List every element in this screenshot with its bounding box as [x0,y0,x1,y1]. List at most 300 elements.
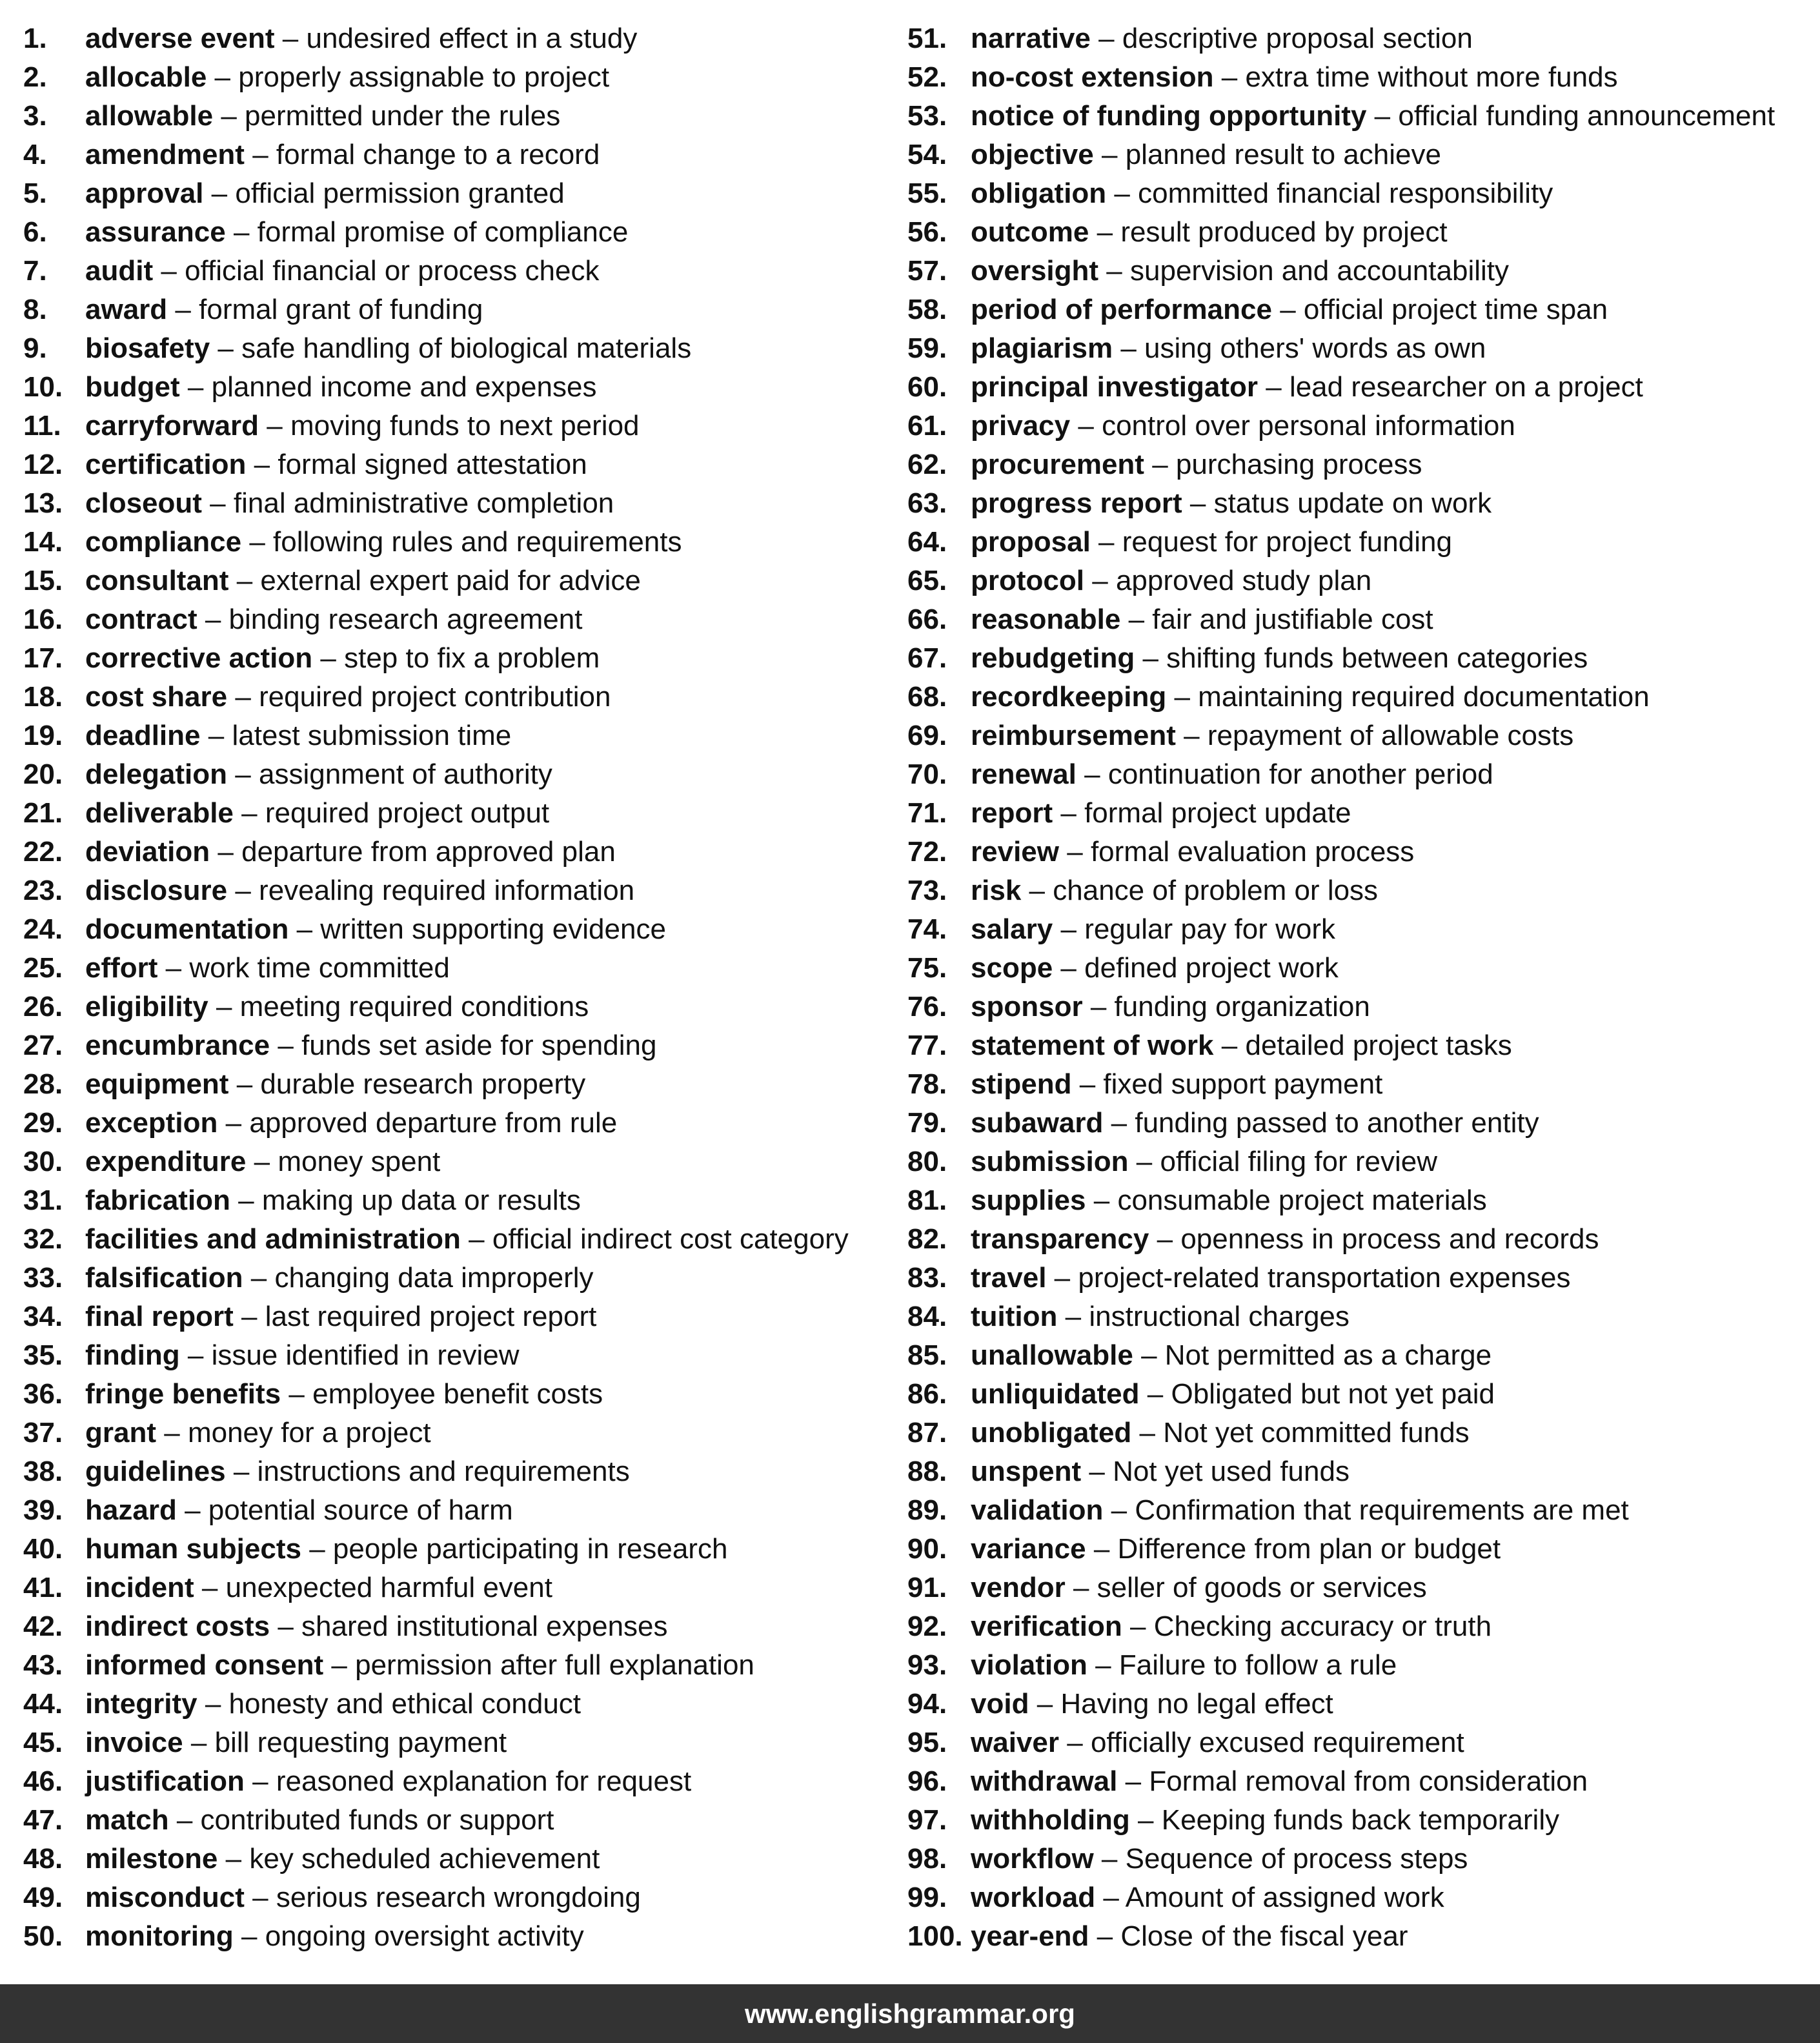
entry-number: 70. [907,758,947,790]
entry-separator: – [1129,1611,1146,1642]
entry-number: 54. [907,139,947,170]
entry-separator: – [1189,487,1206,519]
entry-text [85,717,511,755]
vocabulary-entry [907,717,1811,755]
entry-separator: – [1111,1494,1127,1526]
entry-text [971,1723,1464,1762]
entry-number: 42. [23,1611,63,1642]
vocabulary-entry [23,58,882,97]
entry-number: 91. [907,1572,947,1603]
entry-term: no-cost extension [971,61,1214,93]
entry-number: 43. [23,1649,63,1681]
entry-number: 28. [23,1068,63,1100]
entry-definition: issue identified in review [211,1339,520,1371]
entry-definition: supervision and accountability [1130,255,1510,287]
entry-term: assurance [85,216,226,248]
entry-separator: – [1152,449,1168,480]
entry-definition: Keeping funds back temporarily [1161,1804,1560,1836]
entry-separator: – [208,720,225,751]
entry-number: 64. [907,526,947,558]
vocabulary-entry [907,1723,1811,1762]
vocabulary-entry [23,1220,882,1259]
vocabulary-entry [23,949,882,988]
entry-number: 51. [907,23,947,54]
entry-term: facilities and administration [85,1223,461,1255]
entry-text [971,407,1515,445]
entry-separator: – [1157,1223,1173,1255]
entry-text [85,1685,581,1723]
vocabulary-entry [907,1143,1811,1181]
entry-definition: funding passed to another entity [1135,1107,1539,1139]
entry-number: 62. [907,449,947,480]
entry-separator: – [241,1920,258,1952]
entry-number: 6. [23,216,47,248]
entry-text [971,174,1553,213]
entry-definition: serious research wrongdoing [276,1882,641,1913]
entry-number: 67. [907,642,947,674]
entry-term: salary [971,913,1053,945]
entry-number: 100. [907,1920,963,1952]
entry-number: 93. [907,1649,947,1681]
vocabulary-entry [23,1491,882,1530]
entry-text [971,523,1452,562]
entry-separator: – [1097,1920,1113,1952]
entry-separator: – [1029,875,1046,906]
entry-number: 18. [23,681,63,713]
entry-separator: – [1036,1688,1053,1720]
entry-definition: moving funds to next period [290,410,640,442]
entry-separator: – [233,1456,250,1487]
entry-term: plagiarism [971,332,1113,364]
entry-number: 94. [907,1688,947,1720]
entry-definition: regular pay for work [1084,913,1336,945]
entry-definition: consumable project materials [1117,1184,1487,1216]
vocabulary-entry [23,1723,882,1762]
entry-term: review [971,836,1059,868]
entry-text [971,794,1351,833]
vocabulary-entry [907,988,1811,1026]
entry-definition: durable research property [260,1068,586,1100]
entry-text [85,1220,849,1259]
entry-term: cost share [85,681,228,713]
entry-term: justification [85,1765,245,1797]
entry-number: 25. [23,952,63,984]
entry-separator: – [1266,371,1282,403]
vocabulary-entry [907,213,1811,252]
entry-number: 72. [907,836,947,868]
vocabulary-entry [907,1840,1811,1878]
entry-term: year-end [971,1920,1089,1952]
vocabulary-entry [23,562,882,600]
entry-text [971,1414,1470,1452]
entry-separator: – [252,139,268,170]
entry-text [85,1646,754,1685]
entry-term: fringe benefits [85,1378,281,1410]
entry-text [85,174,565,213]
entry-definition: following rules and requirements [273,526,682,558]
entry-text [971,329,1486,368]
vocabulary-entry [23,1297,882,1336]
entry-number: 30. [23,1146,63,1177]
entry-number: 38. [23,1456,63,1487]
entry-term: deliverable [85,797,234,829]
entry-separator: – [1142,642,1158,674]
entry-term: narrative [971,23,1091,54]
entry-separator: – [1067,836,1083,868]
entry-term: notice of funding opportunity [971,100,1367,132]
entry-definition: last required project report [265,1301,597,1332]
entry-definition: written supporting evidence [320,913,666,945]
vocabulary-entry [907,407,1811,445]
vocabulary-entry [23,252,882,290]
entry-number: 47. [23,1804,63,1836]
entry-number: 82. [907,1223,947,1255]
entry-text [85,1840,600,1878]
vocabulary-entry [907,445,1811,484]
entry-separator: – [217,332,234,364]
vocabulary-column-right [907,19,1811,1956]
entry-definition: Obligated but not yet paid [1171,1378,1495,1410]
entry-definition: official permission granted [235,178,565,209]
vocabulary-column-left [23,19,882,1956]
entry-number: 26. [23,991,63,1022]
vocabulary-entry [907,1569,1811,1607]
vocabulary-entry [23,1452,882,1491]
entry-number: 88. [907,1456,947,1487]
entry-separator: – [288,1378,305,1410]
entry-number: 45. [23,1727,63,1758]
entry-definition: instructions and requirements [257,1456,630,1487]
entry-text [971,1375,1495,1414]
entry-definition: properly assignable to project [238,61,610,93]
entry-number: 15. [23,565,63,596]
entry-separator: – [161,255,177,287]
entry-definition: formal grant of funding [199,294,483,325]
vocabulary-entry [907,1452,1811,1491]
entry-definition: permission after full explanation [355,1649,754,1681]
entry-definition: contributed funds or support [200,1804,554,1836]
entry-definition: money spent [278,1146,441,1177]
entry-term: contract [85,604,197,635]
vocabulary-entry [23,1530,882,1569]
entry-term: deviation [85,836,210,868]
entry-definition: openness in process and records [1180,1223,1599,1255]
entry-separator: – [1079,1068,1096,1100]
entry-term: workflow [971,1843,1094,1875]
vocabulary-entry [907,19,1811,58]
entry-term: unobligated [971,1417,1132,1448]
entry-term: deadline [85,720,201,751]
entry-separator: – [1065,1301,1082,1332]
entry-definition: status update on work [1213,487,1492,519]
entry-text [971,1143,1437,1181]
vocabulary-entry [23,1607,882,1646]
entry-text [971,290,1608,329]
entry-separator: – [1078,410,1094,442]
entry-definition: formal change to a record [276,139,600,170]
entry-term: documentation [85,913,289,945]
entry-separator: – [469,1223,485,1255]
entry-term: effort [85,952,158,984]
entry-separator: – [238,1184,254,1216]
entry-number: 35. [23,1339,63,1371]
entry-number: 68. [907,681,947,713]
entry-number: 1. [23,23,47,54]
entry-definition: shifting funds between categories [1166,642,1588,674]
entry-separator: – [254,1146,270,1177]
entry-definition: funds set aside for spending [301,1030,657,1061]
entry-separator: – [1098,526,1115,558]
entry-definition: changing data improperly [274,1262,594,1294]
vocabulary-entry [907,1491,1811,1530]
entry-term: closeout [85,487,202,519]
vocabulary-entry [23,1259,882,1297]
entry-separator: – [1139,1417,1156,1448]
entry-definition: official financial or process check [185,255,600,287]
entry-separator: – [1097,216,1113,248]
entry-text [85,1143,440,1181]
entry-number: 4. [23,139,47,170]
entry-separator: – [278,1611,294,1642]
entry-separator: – [211,178,228,209]
vocabulary-entry [23,1646,882,1685]
entry-term: proposal [971,526,1091,558]
entry-text [85,1607,668,1646]
entry-number: 32. [23,1223,63,1255]
entry-term: void [971,1688,1029,1720]
entry-definition: unexpected harmful event [225,1572,552,1603]
entry-definition: required project contribution [259,681,611,713]
entry-text [85,1491,513,1530]
entry-separator: – [278,1030,294,1061]
entry-text [85,1414,431,1452]
entry-text [971,97,1775,136]
entry-separator: – [214,61,231,93]
entry-term: reasonable [971,604,1121,635]
entry-definition: key scheduled achievement [249,1843,600,1875]
entry-term: workload [971,1882,1096,1913]
entry-term: disclosure [85,875,228,906]
vocabulary-entry [23,1414,882,1452]
entry-definition: bill requesting payment [214,1727,507,1758]
entry-text [85,368,596,407]
entry-text [971,445,1422,484]
entry-term: tuition [971,1301,1058,1332]
entry-definition: defined project work [1084,952,1339,984]
entry-term: award [85,294,168,325]
vocabulary-entry [907,639,1811,678]
entry-separator: – [187,1339,204,1371]
vocabulary-entry [23,1569,882,1607]
vocabulary-entry [907,949,1811,988]
vocabulary-entry [907,1375,1811,1414]
entry-text [85,833,616,871]
entry-separator: – [1128,604,1145,635]
entry-separator: – [1147,1378,1164,1410]
entry-number: 66. [907,604,947,635]
entry-term: unliquidated [971,1378,1140,1410]
vocabulary-entry [23,136,882,174]
entry-definition: step to fix a problem [344,642,600,674]
entry-text [85,1569,552,1607]
entry-text [971,639,1588,678]
entry-term: variance [971,1533,1086,1565]
vocabulary-entry [23,368,882,407]
entry-separator: – [320,642,336,674]
entry-definition: Not permitted as a charge [1164,1339,1492,1371]
entry-separator: – [1093,1533,1110,1565]
entry-text [85,1878,641,1917]
entry-term: hazard [85,1494,177,1526]
entry-definition: honesty and ethical conduct [228,1688,581,1720]
entry-text [85,407,640,445]
vocabulary-entry [907,1762,1811,1801]
entry-number: 31. [23,1184,63,1216]
entry-text [85,1336,519,1375]
entry-definition: revealing required information [259,875,635,906]
entry-text [971,562,1371,600]
entry-term: protocol [971,565,1084,596]
vocabulary-entry [23,1917,882,1956]
entry-definition: continuation for another period [1107,758,1493,790]
entry-number: 52. [907,61,947,93]
entry-separator: – [164,1417,180,1448]
vocabulary-entry [23,678,882,717]
entry-number: 75. [907,952,947,984]
entry-number: 23. [23,875,63,906]
entry-separator: – [190,1727,207,1758]
vocabulary-entry [907,562,1811,600]
entry-term: match [85,1804,169,1836]
vocabulary-entry [907,174,1811,213]
entry-term: equipment [85,1068,229,1100]
entry-term: exception [85,1107,218,1139]
entry-definition: formal signed attestation [278,449,587,480]
entry-separator: – [1125,1765,1142,1797]
vocabulary-entry [907,1530,1811,1569]
entry-text [971,871,1378,910]
vocabulary-entry [23,717,882,755]
entry-term: unspent [971,1456,1082,1487]
entry-text [971,19,1473,58]
entry-term: consultant [85,565,229,596]
entry-term: milestone [85,1843,218,1875]
vocabulary-entry [907,1220,1811,1259]
vocabulary-entry [23,639,882,678]
entry-term: scope [971,952,1053,984]
entry-separator: – [1138,1804,1154,1836]
entry-number: 95. [907,1727,947,1758]
entry-text [971,213,1448,252]
entry-text [971,833,1414,871]
vocabulary-entry [23,1143,882,1181]
entry-separator: – [1374,100,1391,132]
entry-separator: – [1093,1184,1110,1216]
entry-definition: assignment of authority [258,758,552,790]
entry-term: renewal [971,758,1077,790]
entry-number: 63. [907,487,947,519]
entry-definition: Checking accuracy or truth [1153,1611,1492,1642]
entry-separator: – [1221,1030,1238,1061]
entry-term: budget [85,371,180,403]
vocabulary-entry [907,1104,1811,1143]
entry-separator: – [1114,178,1130,209]
entry-text [85,949,450,988]
vocabulary-entry [23,871,882,910]
entry-separator: – [267,410,283,442]
entry-definition: repayment of allowable costs [1207,720,1574,751]
entry-definition: departure from approved plan [241,836,616,868]
vocabulary-entry [23,1026,882,1065]
entry-number: 78. [907,1068,947,1100]
entry-text [971,1530,1501,1569]
entry-term: waiver [971,1727,1059,1758]
entry-term: human subjects [85,1533,301,1565]
entry-number: 57. [907,255,947,287]
entry-text [85,755,552,794]
vocabulary-entry [23,1375,882,1414]
entry-term: guidelines [85,1456,226,1487]
entry-text [85,484,614,523]
vocabulary-entry [23,484,882,523]
entry-separator: – [252,1882,268,1913]
entry-number: 83. [907,1262,947,1294]
vocabulary-entry [907,1414,1811,1452]
vocabulary-entry [907,871,1811,910]
entry-term: withholding [971,1804,1130,1836]
entry-text [85,639,600,678]
vocabulary-entry [23,1878,882,1917]
entry-number: 36. [23,1378,63,1410]
entry-term: rebudgeting [971,642,1135,674]
entry-definition: latest submission time [232,720,512,751]
entry-number: 10. [23,371,63,403]
entry-text [85,600,582,639]
entry-number: 74. [907,913,947,945]
entry-separator: – [205,604,221,635]
entry-term: delegation [85,758,228,790]
entry-definition: maintaining required documentation [1198,681,1650,713]
entry-separator: – [236,565,253,596]
entry-text [85,794,549,833]
entry-text [971,1801,1559,1840]
entry-text [85,1026,656,1065]
vocabulary-entry [907,910,1811,949]
entry-definition: official filing for review [1160,1146,1438,1177]
entry-term: integrity [85,1688,197,1720]
entry-number: 58. [907,294,947,325]
entry-separator: – [1067,1727,1083,1758]
entry-separator: – [1184,720,1200,751]
vocabulary-entry [907,1026,1811,1065]
entry-separator: – [1111,1107,1127,1139]
entry-separator: – [233,216,250,248]
entry-term: falsification [85,1262,243,1294]
entry-text [971,1878,1444,1917]
entry-definition: Difference from plan or budget [1117,1533,1501,1565]
entry-text [85,213,628,252]
entry-number: 48. [23,1843,63,1875]
entry-separator: – [1054,1262,1071,1294]
entry-term: report [971,797,1053,829]
entry-term: allowable [85,100,214,132]
vocabulary-entry [23,600,882,639]
entry-term: adverse event [85,23,275,54]
vocabulary-entry [23,833,882,871]
entry-separator: – [1174,681,1190,713]
entry-term: statement of work [971,1030,1214,1061]
entry-definition: extra time without more funds [1245,61,1618,93]
